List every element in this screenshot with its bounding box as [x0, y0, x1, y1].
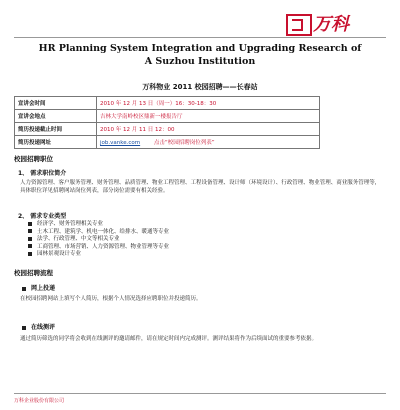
header-rule: [14, 37, 386, 38]
bullet-icon: [28, 237, 32, 241]
info-value: 吉林大学南岭校区鼎新一楼报告厅: [97, 110, 320, 123]
info-key: 宣讲会地点: [15, 110, 97, 123]
doc-title-line-2: A Suzhou Institution: [144, 56, 256, 67]
list-item: 法学、行政管理、中文等相关专业: [28, 236, 368, 244]
doc-subtitle: 万科物业 2011 校园招聘——长春站: [142, 83, 258, 91]
table-row: [15, 136, 320, 149]
bullet-icon: [28, 222, 32, 226]
bullet-icon: [22, 287, 26, 291]
job-description-text: 人力资源管理、客户服务管理、财务管理、品质管理、物业工程管理、工程设备管理、设计师（环境设计）、行政管理、物业管理、商业服务管理等，具体职位详见招聘网站岗位列表，部分岗位需要有相关经验。: [20, 180, 381, 194]
table-row: [15, 110, 320, 123]
info-key: 简历投递网址: [15, 136, 97, 149]
subsection-heading: 在线测评: [22, 322, 55, 331]
job-url-hint: 点击“校园招聘岗位列表”: [153, 140, 215, 146]
info-table: [14, 96, 320, 149]
subsection-heading: 2、 需求专业类型: [18, 213, 67, 220]
list-item: 工商管理、市场营销、人力资源管理、物业管理等专业: [28, 244, 368, 252]
info-value: 2010 年 12 月 13 日（周一）16：30-18：30: [97, 97, 320, 110]
subsection-heading: 网上投递: [22, 283, 55, 292]
table-row: [15, 97, 320, 110]
list-item: 土木工程、建筑学、机电一体化、给排水、暖通等专业: [28, 229, 368, 237]
info-key: 简历投递截止时间: [15, 123, 97, 136]
doc-title-line-1: HR Planning System Integration and Upgrading Research of: [38, 43, 362, 54]
info-key: 宣讲会时间: [15, 97, 97, 110]
bullet-icon: [28, 244, 32, 248]
list-item: 经济学、财务管理相关专业: [28, 221, 368, 229]
bullet-icon: [28, 252, 32, 256]
majors-list: [28, 221, 368, 259]
subsection-heading: 1、 需求职位简介: [18, 170, 67, 177]
footer-company: 万科企业股份有限公司: [14, 398, 65, 404]
bullet-icon: [22, 326, 26, 330]
step-text: 通过简历筛选的同学将会收到在线测评的邀请邮件，请在规定时间内完成测评。测评结果将作为后续面试的重要参考依据。: [20, 336, 318, 342]
logo-text: 万科: [313, 14, 349, 35]
info-value: 2010 年 12 月 11 日 12：00: [97, 123, 320, 136]
table-row: [15, 123, 320, 136]
list-item: 园林景观设计专业: [28, 251, 368, 259]
step-text: 在校园招聘网站上填写个人简历，根据个人情况选择应聘职位并投递简历。: [20, 296, 202, 302]
footer-rule: [14, 393, 386, 394]
job-url-link[interactable]: job.vanke.com: [100, 140, 141, 146]
bullet-icon: [28, 229, 32, 233]
logo-icon: [286, 14, 312, 36]
section-heading: 校园招聘职位: [14, 155, 53, 163]
info-value: [97, 136, 320, 149]
section-heading: 校园招聘流程: [14, 269, 53, 277]
